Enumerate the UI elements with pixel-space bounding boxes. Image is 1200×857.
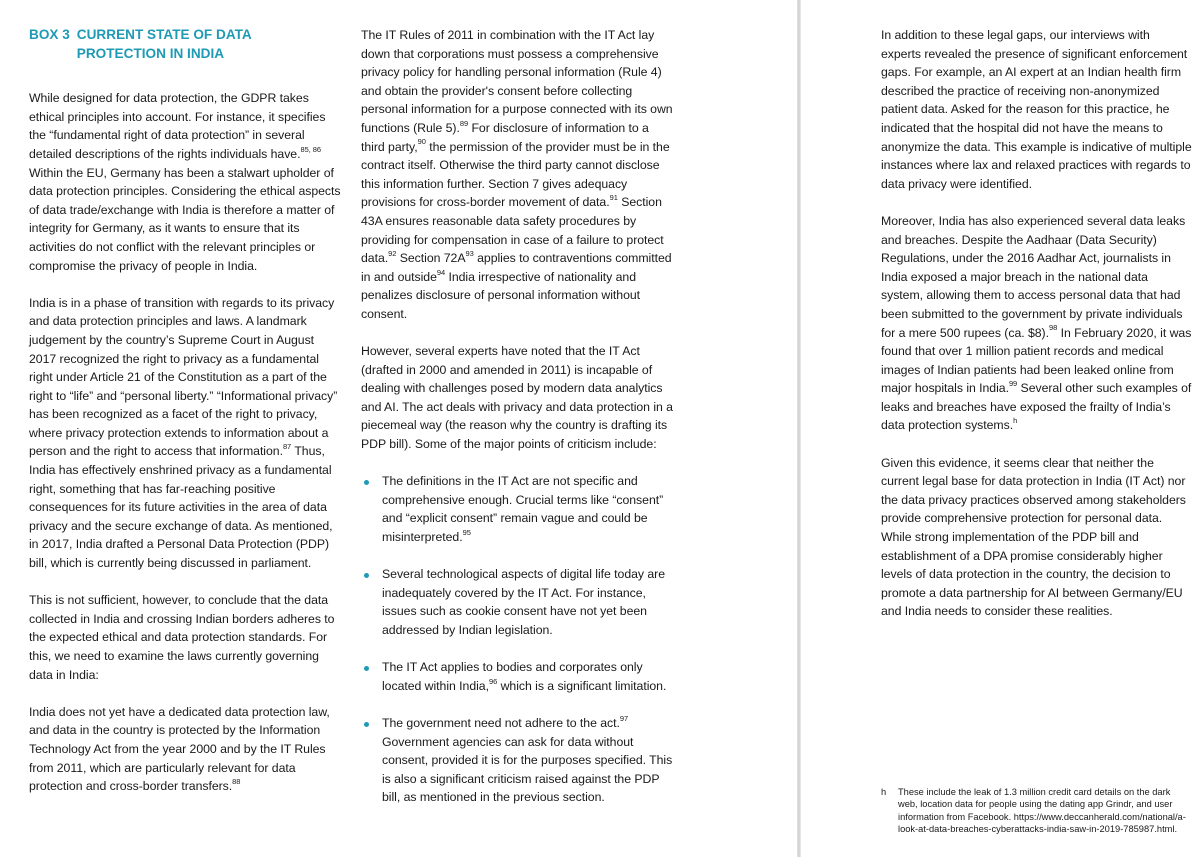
text-run: The definitions in the IT Act are not specific and comprehensive enough. Crucial terms like “consent” and “explicit consent” remain vague and could be misinterpreted. <box>382 474 664 545</box>
text-run: The IT Rules of 2011 in combination with the IT Act lay down that corporations must possess a comprehensive privacy policy for handling personal information (Rule 4) and obtain the provider's consent before collecting personal information for a purpose connected with its own functions (Rule 5). <box>361 28 673 135</box>
paragraph: However, several experts have noted that the IT Act (drafted in 2000 and amended in 2011) is incapable of dealing with challenges posed by modern data analytics and AI. The act deals with privacy and data protection in a piecemeal way (the reason why the country is drafting its PDP bill). Some of the major points of criticism include: <box>361 344 673 452</box>
paragraph <box>29 294 341 573</box>
text-run: The IT Act applies to bodies and corporates only located within India, <box>382 660 643 693</box>
text-run: Several other such examples of leaks and breaches have exposed the frailty of India’s data protection systems. <box>881 381 1192 433</box>
text-run: In February 2020, it was found that over 1 million patient records and medical images of Indian patients had been leaked online from major hospitals in India. <box>881 325 1192 396</box>
paragraph <box>361 26 673 324</box>
right-page <box>801 0 1200 857</box>
box-label: BOX 3 <box>29 27 70 42</box>
footnote-ref: h <box>1013 416 1018 426</box>
text-run: the permission of the provider must be in the contract itself. Otherwise the third party cannot disclose this information further. Section 7 gives adequacy provisions for cross-border movement of data. <box>361 139 670 210</box>
text-run: which is a significant limitation. <box>497 678 667 693</box>
text-run: Government agencies can ask for data without consent, provided it is for the purposes specified. This is also a significant criticism raised against the PDP bill, as mentioned in the previous section. <box>382 734 673 805</box>
text-run: India irrespective of nationality and penalizes disclosure of personal information without consent. <box>361 269 641 321</box>
footnote-ref: 99 <box>1008 379 1018 389</box>
text-run: India does not yet have a dedicated data protection law, and data in the country is protected by the Information Technology Act from the year 2000 and by the IT Rules from 2011, which are particularly relevant for data protection and cross-border transfers. <box>29 704 330 794</box>
footnote-ref: 92 <box>388 249 397 259</box>
column-1 <box>29 26 341 814</box>
text-run: Moreover, India has also experienced several data leaks and breaches. Despite the Aadhaar (Data Security) Regulations, under the 2016 Aadhar Act, journalists in India exposed a major breach in the national data system, allowing them to access personal data that had been submitted to the government by private individuals for a mere 500 rupees (ca. $8). <box>881 213 1186 340</box>
text-run: Within the EU, Germany has been a stalwart upholder of data protection principles. Considering the ethical aspects of data trade/exchange with India is therefore a matter of integrity for Germany, as it wants to ensure that its activities do not conflict with the relevant principles or compromise the privacy of people in India. <box>29 165 341 273</box>
footnote-ref: 88 <box>232 777 241 787</box>
footnote-ref: 90 <box>417 137 426 147</box>
paragraph <box>29 89 341 275</box>
footnote-ref: 89 <box>459 118 469 128</box>
list-item <box>361 472 673 546</box>
text-run: For disclosure of information to a third party, <box>361 120 649 154</box>
paragraph: Given this evidence, it seems clear that neither the current legal base for data protection in India (IT Act) nor the data privacy practices observed among stakeholders provide comprehensive protection for personal data. While strong implementation of the PDP bill and establishment of a DPA promise considerably higher levels of data protection in the country, the decision to promote a data partnership for AI between Germany/EU and India needs to consider these realities. <box>881 455 1186 619</box>
paragraph <box>29 703 341 796</box>
text-run: While designed for data protection, the GDPR takes ethical principles into account. For instance, it specifies the “fundamental right of data protection” in several detailed descriptions of the rights individuals have. <box>29 91 326 161</box>
footnote <box>881 786 1191 835</box>
footnote-ref: 98 <box>1048 323 1058 333</box>
bullet-dot-icon <box>364 666 369 671</box>
list-item <box>361 565 673 639</box>
list-item <box>361 658 673 695</box>
footnote-ref: 91 <box>609 193 618 203</box>
box-title: CURRENT STATE OF DATA PROTECTION IN INDIA <box>76 27 252 61</box>
footnote-text: These include the leak of 1.3 million credit card details on the dark web, location data for people using the dating app Grindr, and user information from Facebook. https://www.deccanherald.com/national/a-look-at-data-breaches-cyberattacks-india-saw-in-2019-785987.html. <box>898 787 1186 834</box>
bullet-dot-icon <box>364 722 369 727</box>
text-run: India is in a phase of transition with regards to its privacy and data protection principles and laws. A landmark judgement by the country’s Supreme Court in August 2017 recognized the right to privacy as a fundamental right under Article 21 of the Constitution as a part of the right to “life” and “personal liberty.” “Informational privacy” has been recognized as a facet of the right to privacy, where privacy protection extends to information about a person and the right to access that information. <box>29 295 338 459</box>
column-3 <box>881 26 1193 640</box>
text-run: Section 43A ensures reasonable data safety procedures by providing for compensation in case of a failure to protect data. <box>361 195 664 266</box>
text-run: Thus, India has effectively enshrined privacy as a fundamental right, something that has far-reaching positive consequences for its future activities in the area of data privacy and the secure exchange of data. As mentioned, in 2017, India drafted a Personal Data Protection (PDP) bill, which is currently being discussed in parliament. <box>29 444 333 571</box>
criticism-list <box>361 472 673 807</box>
paragraph <box>881 212 1193 435</box>
bullet-dot-icon <box>364 480 369 485</box>
footnote-ref: 87 <box>282 442 292 452</box>
box-heading <box>29 26 341 63</box>
footnote-ref: 97 <box>619 713 629 723</box>
footnote-ref: 96 <box>488 676 498 686</box>
list-item <box>361 714 673 807</box>
text-run: Several technological aspects of digital life today are inadequately covered by the IT Act. For instance, issues such as cookie consent have not yet been addressed by Indian legislation. <box>382 567 665 637</box>
footnote-ref: 95 <box>462 527 471 537</box>
text-run: applies to contraventions committed in and outside <box>361 251 672 284</box>
footnote-ref: 85, 86 <box>300 144 322 154</box>
footnote-marker: h <box>881 787 887 797</box>
footnote-ref: 93 <box>465 249 474 259</box>
text-run: Section 72A <box>396 251 466 266</box>
bullet-dot-icon <box>364 573 369 578</box>
text-run: The government need not adhere to the act. <box>382 715 620 730</box>
footnote-ref: 94 <box>436 267 446 277</box>
paragraph: This is not sufficient, however, to conclude that the data collected in India and crossing Indian borders adheres to the expected ethical and data protection standards. For this, we need to examine the laws currently governing data in India: <box>29 593 335 682</box>
column-2 <box>361 26 673 826</box>
paragraph: In addition to these legal gaps, our interviews with experts revealed the presence of significant enforcement gaps. For example, an AI expert at an Indian health firm described the practice of receiving non-anonymized patient data. Asked for the reason for this practice, he indicated that the hospital did not have the means to anonymize the data. This example is indicative of multiple instances where lax and relaxed practices with regards to data privacy were identified. <box>881 28 1192 191</box>
